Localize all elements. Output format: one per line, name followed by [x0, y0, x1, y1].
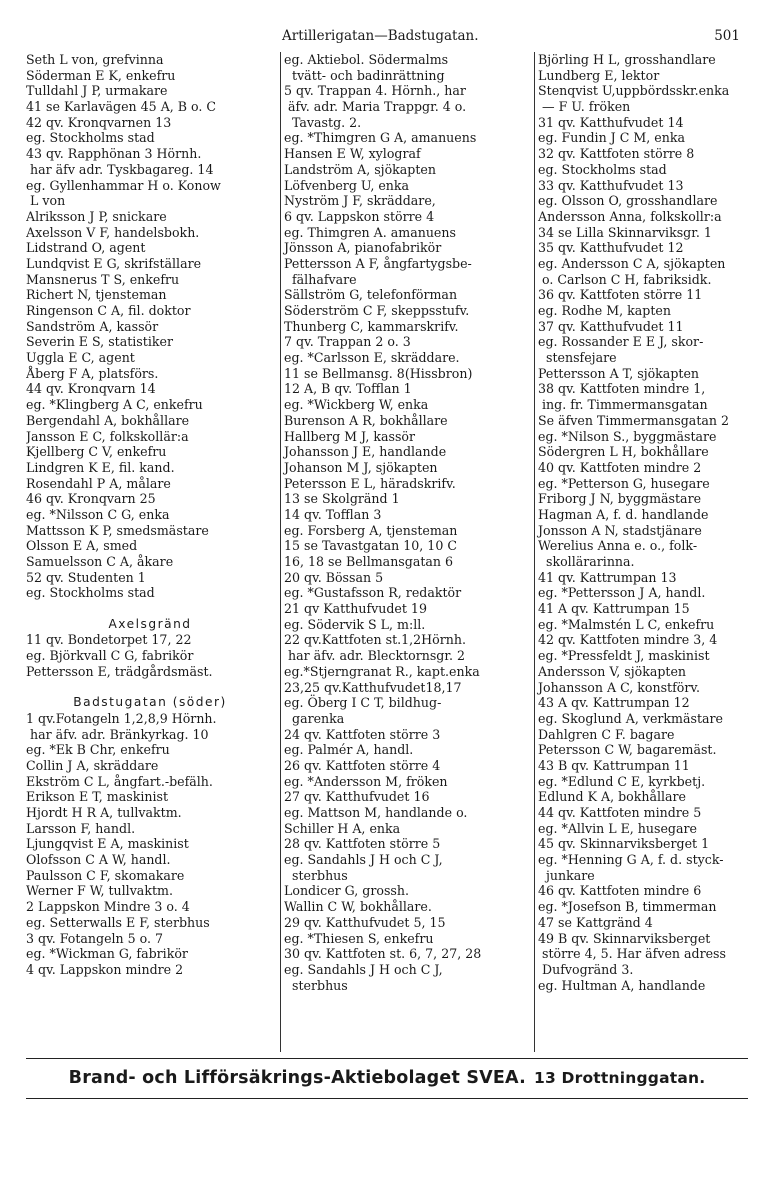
- directory-line: eg. Stockholms stad: [538, 161, 667, 177]
- directory-line: Petersson E L, häradskrifv.: [284, 475, 456, 491]
- directory-line: Se äfven Timmermansgatan 2: [538, 412, 730, 428]
- directory-line: 21 qv Katthufvudet 19: [284, 601, 427, 617]
- footer-rule-top: [26, 1058, 748, 1059]
- directory-line: Pettersson E, trädgårdsmäst.: [26, 663, 213, 679]
- directory-line: eg. *Pressfeldt J, maskinist: [538, 648, 710, 664]
- directory-line: eg. *Henning G A, f. d. styck-: [538, 852, 724, 868]
- directory-line: 44 qv. Kattfoten mindre 5: [538, 805, 702, 820]
- directory-line: Andersson V, sjökapten: [538, 663, 687, 679]
- directory-line: Söderman E K, enkefru: [26, 67, 176, 83]
- directory-line: Söderström C F, skeppsstufv.: [284, 303, 470, 318]
- directory-line: Burenson A R, bokhållare: [284, 412, 448, 428]
- directory-line: eg. *Allvin L E, husegare: [538, 820, 697, 836]
- directory-line: 36 qv. Kattfoten större 11: [538, 287, 703, 303]
- directory-line: eg. *Klingberg A C, enkefru: [26, 397, 203, 413]
- directory-line: eg. Gyllenhammar H o. Konow: [26, 177, 221, 193]
- directory-line: 46 qv. Kronqvarn 25: [26, 491, 156, 507]
- directory-line: eg. *Andersson M, fröken: [284, 773, 448, 789]
- directory-line: har äfv. adr. Bränkyrkag. 10: [26, 726, 209, 742]
- directory-line: större 4, 5. Har äfven adress: [538, 946, 726, 962]
- directory-line: Lundberg E, lektor: [538, 67, 660, 83]
- directory-line: — F U. fröken: [538, 99, 631, 115]
- directory-line: Lindgren K E, fil. kand.: [26, 459, 175, 475]
- directory-line: eg. Södervik S L, m:ll.: [284, 616, 426, 632]
- directory-line: Friborg J N, byggmästare: [538, 491, 702, 507]
- directory-line: garenka: [284, 710, 345, 726]
- directory-line: Ljungqvist E A, maskinist: [26, 836, 189, 852]
- directory-line: 27 qv. Katthufvudet 16: [284, 789, 430, 805]
- directory-line: 32 qv. Kattfoten större 8: [538, 146, 695, 162]
- directory-line: eg. *Wickberg W, enka: [284, 397, 429, 413]
- directory-line: Mattsson K P, smedsmästare: [26, 522, 209, 538]
- directory-line: Ringenson C A, fil. doktor: [26, 303, 191, 318]
- directory-line: fälhafvare: [284, 271, 357, 287]
- directory-line: sterbhus: [284, 867, 348, 883]
- directory-line: 44 qv. Kronqvarn 14: [26, 381, 156, 397]
- directory-line: Erikson E T, maskinist: [26, 789, 169, 805]
- directory-line: 14 qv. Tofflan 3: [284, 506, 382, 522]
- street-heading: Badstugatan (söder): [73, 695, 227, 710]
- footer-company: Brand- och Lifförsäkrings-Aktiebolaget SVEA.: [68, 1068, 526, 1088]
- running-title: Artillerigatan—Badstugatan.: [282, 28, 479, 44]
- directory-line: Lundqvist E G, skrifställare: [26, 255, 202, 271]
- directory-line: eg. Rodhe M, kapten: [538, 303, 671, 318]
- directory-line: Hansen E W, xylograf: [284, 146, 421, 162]
- directory-line: eg. Olsson O, grosshandlare: [538, 193, 718, 209]
- directory-line: stensfejare: [538, 350, 617, 366]
- directory-line: 7 qv. Trappan 2 o. 3: [284, 334, 411, 350]
- street-heading: Axelsgränd: [108, 616, 192, 631]
- directory-line: eg. *Carlsson E, skräddare.: [284, 350, 460, 366]
- directory-line: Edlund K A, bokhållare: [538, 789, 687, 805]
- directory-line: Dahlgren C F. bagare: [538, 726, 675, 742]
- directory-line: Löfvenberg U, enka: [284, 177, 410, 193]
- directory-line: eg. *Thimgren G A, amanuens: [284, 130, 477, 146]
- directory-line: Uggla E C, agent: [26, 350, 135, 366]
- directory-line: Johansson A C, konstförv.: [538, 679, 701, 695]
- directory-line: eg. Stockholms stad: [26, 585, 155, 601]
- directory-line: eg. Skoglund A, verkmästare: [538, 710, 724, 726]
- directory-line: Sällström G, telefonförman: [284, 287, 458, 303]
- directory-line: Bergendahl A, bokhållare: [26, 412, 190, 428]
- directory-line: 43 A qv. Kattrumpan 12: [538, 695, 690, 711]
- directory-line: eg. *Petterson G, husegare: [538, 475, 710, 491]
- directory-line: Paulsson C F, skomakare: [26, 867, 185, 883]
- directory-line: 42 qv. Kronqvarnen 13: [26, 114, 172, 130]
- directory-line: har äfv. adr. Blecktornsgr. 2: [284, 648, 466, 664]
- directory-line: 43 qv. Rapphönan 3 Hörnh.: [26, 146, 202, 162]
- directory-line: Samuelsson C A, åkare: [26, 554, 174, 569]
- directory-line: har äfv adr. Tyskbagareg. 14: [26, 161, 214, 177]
- directory-line: eg. *Josefson B, timmerman: [538, 899, 717, 915]
- directory-line: 12 A, B qv. Tofflan 1: [284, 381, 412, 397]
- directory-line: 11 qv. Bondetorpet 17, 22: [26, 632, 192, 648]
- directory-line: Ekström C L, ångfart.-befälh.: [26, 773, 213, 789]
- directory-line: 30 qv. Kattfoten st. 6, 7, 27, 28: [284, 946, 482, 962]
- directory-line: Hagman A, f. d. handlande: [538, 506, 709, 522]
- directory-line: 1 qv.Fotangeln 1,2,8,9 Hörnh.: [26, 710, 217, 726]
- directory-line: Dufvogränd 3.: [538, 961, 634, 977]
- directory-line: 43 B qv. Kattrumpan 11: [538, 757, 690, 773]
- directory-line: eg. *Edlund C E, kyrkbetj.: [538, 773, 706, 789]
- directory-line: Nyström J F, skräddare,: [284, 193, 436, 209]
- directory-line: 31 qv. Katthufvudet 14: [538, 114, 684, 130]
- directory-line: Tavastg. 2.: [284, 114, 362, 130]
- directory-line: eg. Palmér A, handl.: [284, 742, 414, 758]
- directory-line: Schiller H A, enka: [284, 820, 401, 836]
- directory-line: Pettersson A T, sjökapten: [538, 365, 700, 381]
- directory-line: Björling H L, grosshandlare: [538, 52, 716, 67]
- directory-line: 11 se Bellmansg. 8(Hissbron): [284, 365, 473, 381]
- directory-line: 28 qv. Kattfoten större 5: [284, 836, 441, 852]
- directory-line: Mansnerus T S, enkefru: [26, 271, 180, 287]
- footer-address: 13 Drottninggatan.: [533, 1069, 706, 1087]
- directory-line: eg. *Ek B Chr, enkefru: [26, 742, 170, 758]
- directory-line: eg. Hultman A, handlande: [538, 977, 706, 993]
- directory-line: Andersson Anna, folkskollr:a: [538, 208, 722, 224]
- directory-line: 15 se Tavastgatan 10, 10 C: [284, 538, 457, 554]
- directory-line: 35 qv. Katthufvudet 12: [538, 240, 684, 256]
- directory-line: Seth L von, grefvinna: [26, 52, 164, 67]
- directory-columns: [26, 52, 744, 1052]
- directory-line: eg. Forsberg A, tjensteman: [284, 522, 458, 538]
- directory-line: 6 qv. Lappskon större 4: [284, 208, 435, 224]
- directory-line: Thunberg C, kammarskrifv.: [284, 318, 459, 334]
- directory-line: eg. Sandahls J H och C J,: [284, 961, 443, 977]
- directory-line: Londicer G, grossh.: [284, 883, 409, 899]
- directory-line: sterbhus: [284, 977, 348, 993]
- directory-line: Severin E S, statistiker: [26, 334, 173, 350]
- column-left: [26, 52, 274, 1052]
- directory-line: eg. *Nilsson C G, enka: [26, 506, 170, 522]
- footer-rule-bottom: [26, 1098, 748, 1099]
- directory-line: Rosendahl P A, målare: [26, 475, 171, 491]
- directory-line: eg. *Wickman G, fabrikör: [26, 946, 188, 962]
- directory-line: Åberg F A, platsförs.: [26, 365, 159, 381]
- directory-line: Werelius Anna e. o., folk-: [538, 538, 698, 554]
- directory-line: Johansson J E, handlande: [284, 444, 447, 460]
- directory-line: Jönsson A, pianofabrikör: [284, 240, 442, 256]
- directory-line: 41 A qv. Kattrumpan 15: [538, 601, 690, 617]
- directory-line: eg.*Stjerngranat R., kapt.enka: [284, 663, 480, 679]
- directory-line: Larsson F, handl.: [26, 820, 136, 836]
- directory-line: ing. fr. Timmermansgatan: [538, 397, 708, 413]
- directory-line: Tulldahl J P, urmakare: [26, 83, 168, 99]
- directory-line: Lidstrand O, agent: [26, 240, 146, 256]
- directory-line: 13 se Skolgränd 1: [284, 491, 400, 507]
- directory-line: 3 qv. Fotangeln 5 o. 7: [26, 930, 164, 946]
- directory-line: tvätt- och badinrättning: [284, 67, 445, 83]
- directory-line: eg. Rossander E E J, skor-: [538, 334, 704, 350]
- directory-line: Olsson E A, smed: [26, 538, 138, 554]
- directory-line: eg. Aktiebol. Södermalms: [284, 52, 449, 67]
- directory-line: [26, 680, 274, 696]
- directory-line: 26 qv. Kattfoten större 4: [284, 757, 441, 773]
- directory-line: eg. Thimgren A. amanuens: [284, 224, 456, 240]
- directory-line: 45 qv. Skinnarviksberget 1: [538, 836, 710, 852]
- directory-line: 38 qv. Kattfoten mindre 1,: [538, 381, 706, 397]
- directory-line: 41 qv. Kattrumpan 13: [538, 569, 677, 585]
- directory-line: eg. *Malmstén L C, enkefru: [538, 616, 715, 632]
- directory-line: eg. Öberg I C T, bildhug-: [284, 695, 442, 711]
- column-middle: [280, 52, 532, 1052]
- directory-line: eg. Björkvall C G, fabrikör: [26, 648, 194, 664]
- directory-line: eg. *Gustafsson R, redaktör: [284, 585, 462, 601]
- directory-line: Axelsson V F, handelsbokh.: [26, 224, 200, 240]
- directory-line: Kjellberg C V, enkefru: [26, 444, 167, 460]
- directory-line: eg. Sandahls J H och C J,: [284, 852, 443, 868]
- directory-line: Alriksson J P, snickare: [26, 208, 167, 224]
- directory-line: 5 qv. Trappan 4. Hörnh., har: [284, 83, 466, 99]
- directory-line: 24 qv. Kattfoten större 3: [284, 726, 441, 742]
- directory-line: eg. Setterwalls E F, sterbhus: [26, 914, 210, 930]
- directory-line: Olofsson C A W, handl.: [26, 852, 171, 868]
- directory-line: eg. Andersson C A, sjökapten: [538, 255, 726, 271]
- column-right: [534, 52, 752, 1052]
- directory-line: eg. Stockholms stad: [26, 130, 155, 146]
- directory-line: [26, 601, 274, 617]
- directory-line: 29 qv. Katthufvudet 5, 15: [284, 914, 446, 930]
- directory-line: eg. *Pettersson J A, handl.: [538, 585, 706, 601]
- directory-line: eg. *Thiesen S, enkefru: [284, 930, 434, 946]
- directory-line: 37 qv. Katthufvudet 11: [538, 318, 684, 334]
- directory-line: Petersson C W, bagaremäst.: [538, 742, 717, 758]
- directory-line: Hallberg M J, kassör: [284, 428, 416, 444]
- directory-line: Johanson M J, sjökapten: [284, 459, 438, 475]
- directory-line: eg. Fundin J C M, enka: [538, 130, 685, 146]
- directory-line: 49 B qv. Skinnarviksberget: [538, 930, 711, 946]
- directory-line: Wallin C W, bokhållare.: [284, 899, 432, 915]
- directory-line: Collin J A, skräddare: [26, 757, 159, 773]
- directory-line: o. Carlson C H, fabriksidk.: [538, 271, 712, 287]
- directory-line: 47 se Kattgränd 4: [538, 914, 653, 930]
- directory-line: 4 qv. Lappskon mindre 2: [26, 961, 184, 977]
- page-header: [0, 28, 774, 52]
- directory-line: Richert N, tjensteman: [26, 287, 167, 303]
- directory-line: 23,25 qv.Katthufvudet18,17: [284, 679, 462, 695]
- directory-line: skollärarinna.: [538, 554, 635, 569]
- directory-line: junkare: [538, 867, 595, 883]
- directory-line: Pettersson A F, ångfartygsbe-: [284, 255, 472, 271]
- directory-line: Södergren L H, bokhållare: [538, 444, 709, 460]
- directory-line: eg. Mattson M, handlande o.: [284, 805, 468, 820]
- directory-line: Jonsson A N, stadstjänare: [538, 522, 702, 538]
- directory-line: 2 Lappskon Mindre 3 o. 4: [26, 899, 190, 915]
- directory-line: Jansson E C, folkskollär:a: [26, 428, 189, 444]
- directory-line: 22 qv.Kattfoten st.1,2Hörnh.: [284, 632, 466, 648]
- directory-line: Sandström A, kassör: [26, 318, 159, 334]
- directory-line: Stenqvist U,uppbördsskr.enka: [538, 83, 730, 99]
- directory-line: 46 qv. Kattfoten mindre 6: [538, 883, 702, 899]
- directory-line: Landström A, sjökapten: [284, 161, 436, 177]
- directory-line: 16, 18 se Bellmansgatan 6: [284, 554, 454, 569]
- directory-line: 40 qv. Kattfoten mindre 2: [538, 459, 702, 475]
- directory-line: äfv. adr. Maria Trappgr. 4 o.: [284, 99, 467, 115]
- directory-line: eg. *Nilson S., byggmästare: [538, 428, 717, 444]
- directory-line: Hjordt H R A, tullvaktm.: [26, 805, 182, 820]
- advertisement-footer: [0, 1068, 774, 1088]
- directory-line: 42 qv. Kattfoten mindre 3, 4: [538, 632, 718, 648]
- directory-line: 34 se Lilla Skinnarviksgr. 1: [538, 224, 712, 240]
- directory-line: 33 qv. Katthufvudet 13: [538, 177, 684, 193]
- directory-line: 52 qv. Studenten 1: [26, 569, 146, 585]
- directory-line: 41 se Karlavägen 45 A, B o. C: [26, 99, 217, 115]
- page-number: 501: [714, 28, 740, 44]
- directory-line: L von: [26, 193, 66, 209]
- directory-line: 20 qv. Bössan 5: [284, 569, 384, 585]
- directory-line: Werner F W, tullvaktm.: [26, 883, 173, 899]
